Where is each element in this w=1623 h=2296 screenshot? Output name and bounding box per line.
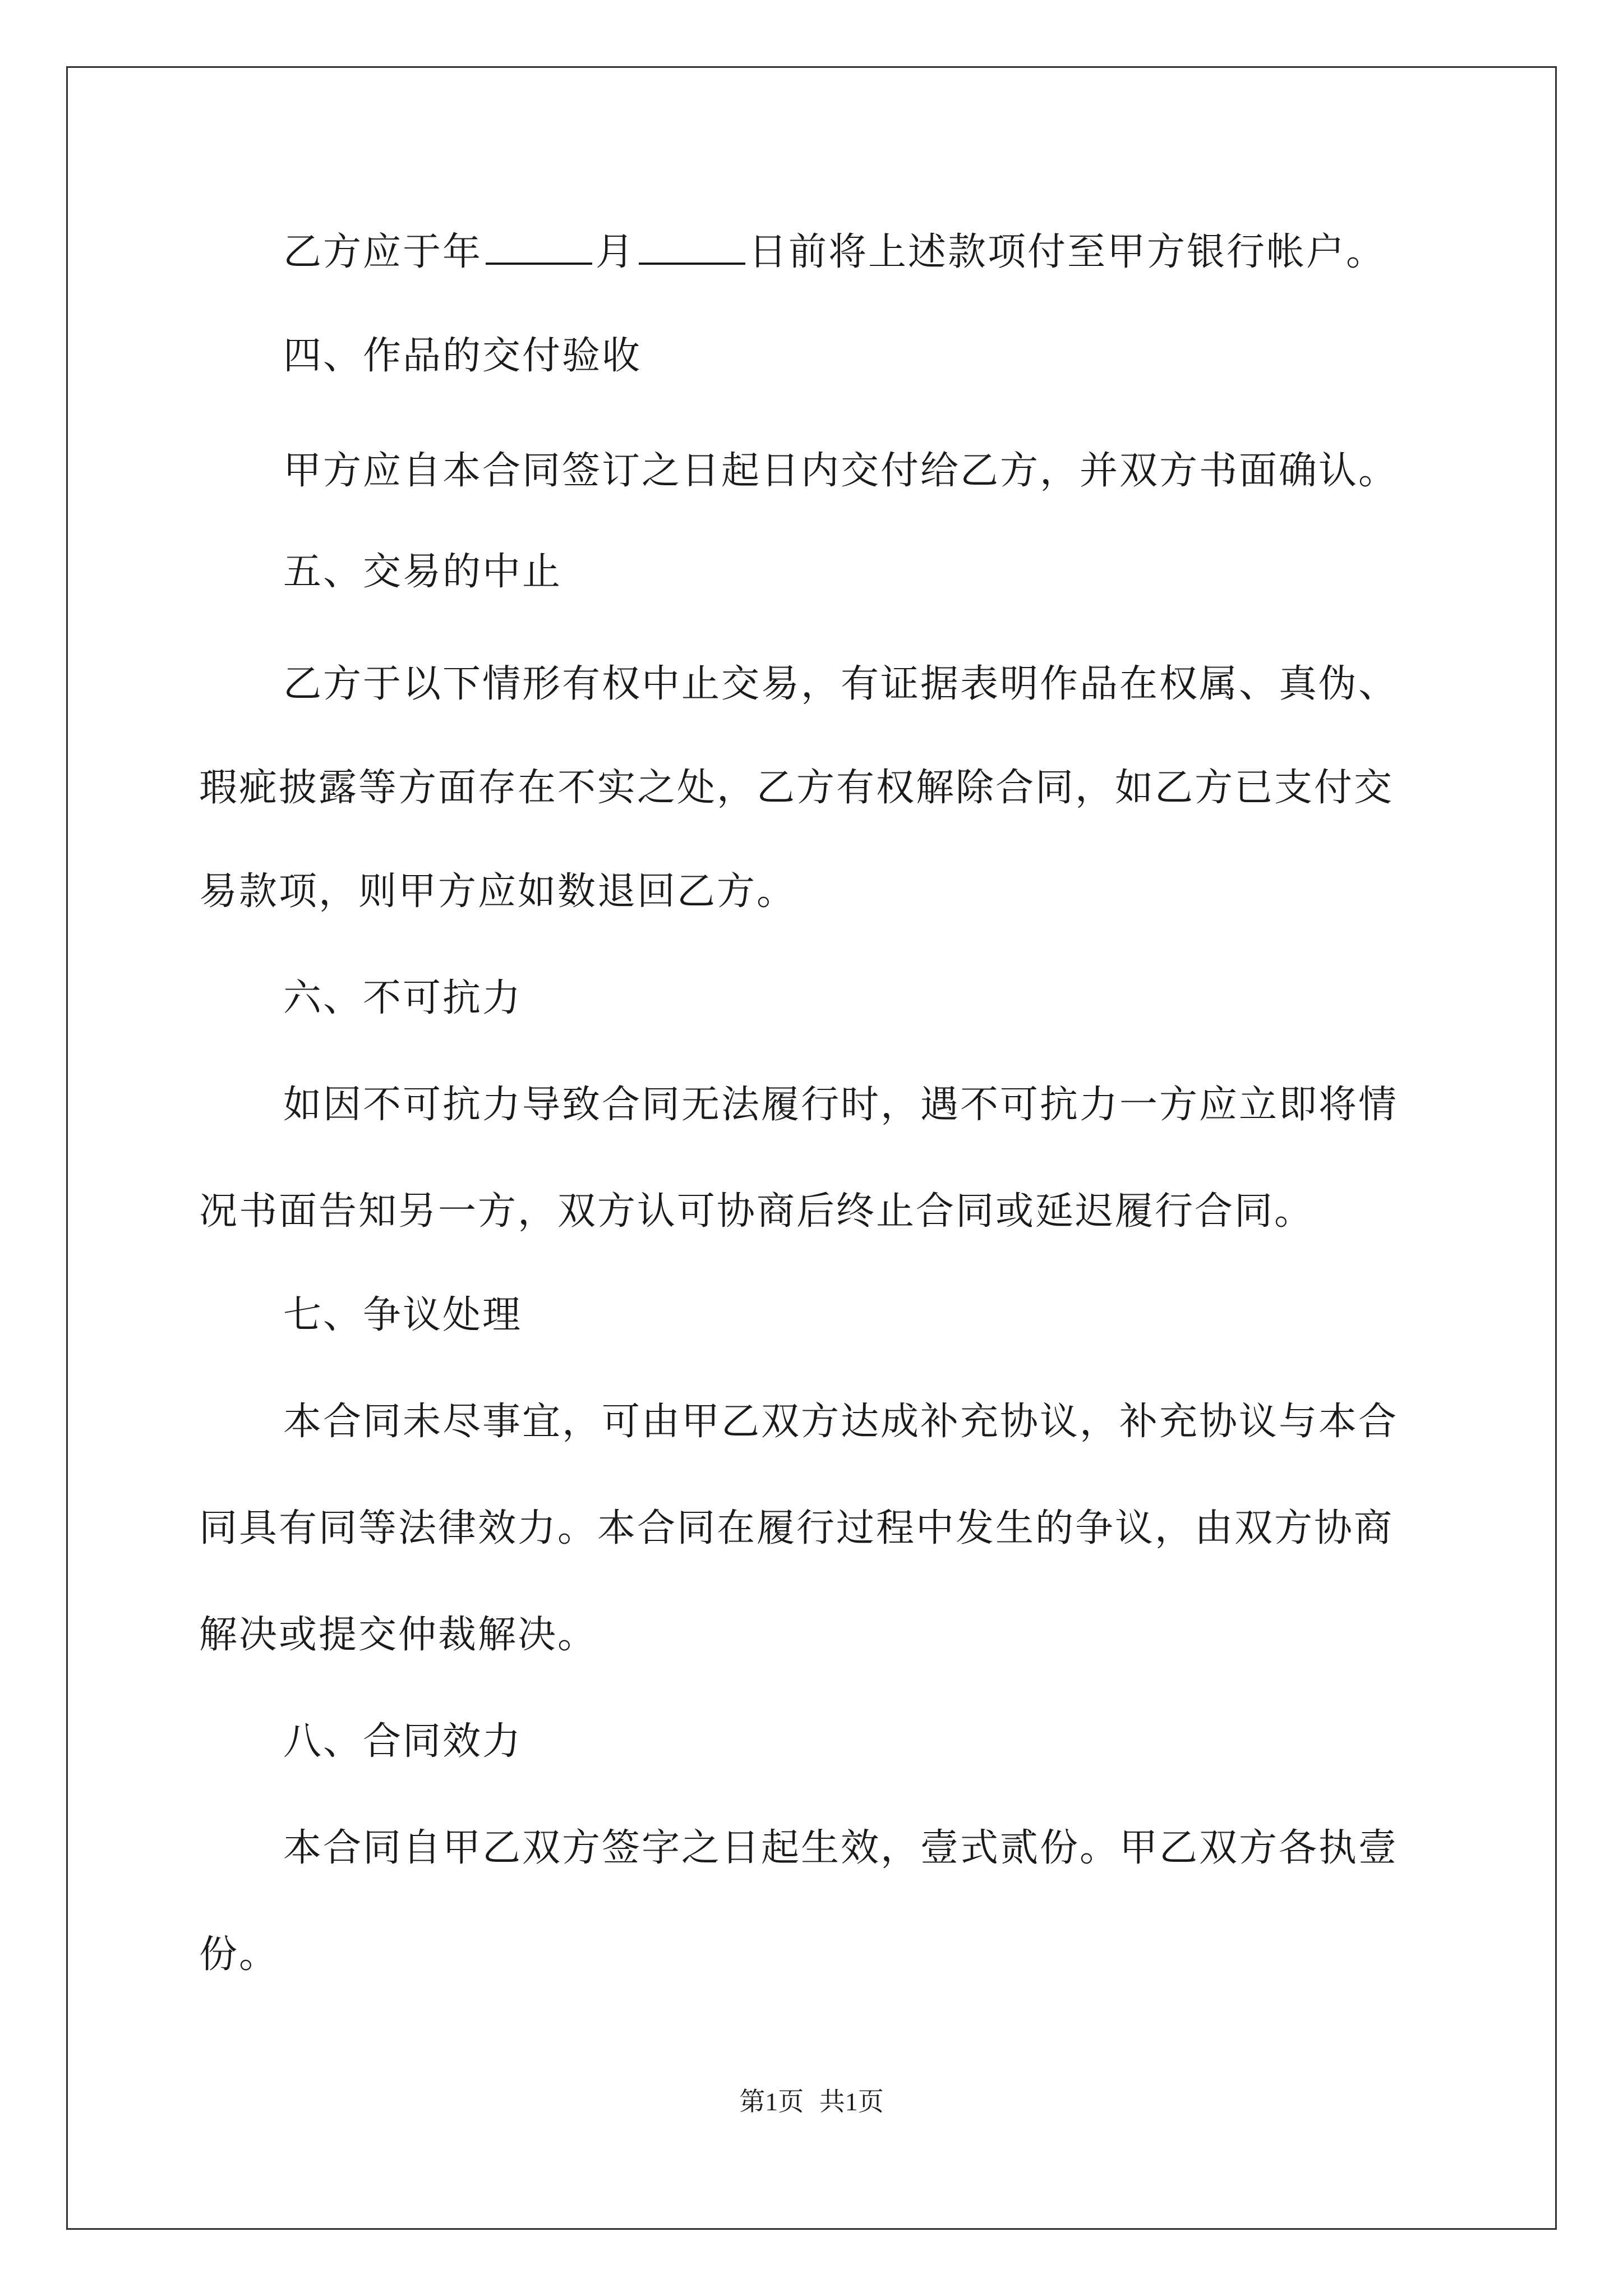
page-number: 第1页 bbox=[739, 2087, 804, 2116]
paragraph-line: 甲方应自本合同签订之日起日内交付给乙方，并双方书面确认。 bbox=[283, 449, 1399, 493]
paragraph-line: 易款项，则甲方应如数退回乙方。 bbox=[199, 869, 797, 914]
day-blank-field bbox=[639, 229, 745, 265]
paragraph-line: 同具有同等法律效力。本合同在履行过程中发生的争议，由双方协商 bbox=[199, 1506, 1394, 1550]
payment-deadline-line bbox=[199, 227, 1386, 278]
section-heading-validity: 八、合同效力 bbox=[283, 1719, 523, 1764]
month-blank-field bbox=[486, 229, 592, 265]
paragraph-line: 份。 bbox=[199, 1932, 279, 1977]
paragraph-line: 本合同未尽事宜，可由甲乙双方达成补充协议，补充协议与本合 bbox=[283, 1400, 1399, 1444]
page-border bbox=[66, 66, 1557, 2230]
text-segment: 乙方应于年 bbox=[283, 230, 483, 274]
paragraph-line: 本合同自甲乙双方签字之日起生效，壹式贰份。甲乙双方各执壹 bbox=[283, 1826, 1399, 1870]
text-segment: 日前将上述款项付至甲方银行帐户。 bbox=[749, 230, 1386, 274]
section-heading-suspension: 五、交易的中止 bbox=[283, 550, 562, 594]
paragraph-line: 乙方于以下情形有权中止交易，有证据表明作品在权属、真伪、 bbox=[283, 662, 1399, 706]
section-heading-force-majeure: 六、不可抗力 bbox=[283, 976, 523, 1020]
paragraph-line: 解决或提交仲裁解决。 bbox=[199, 1613, 598, 1657]
paragraph-line: 如因不可抗力导致合同无法履行时，遇不可抗力一方应立即将情 bbox=[283, 1083, 1399, 1127]
page-footer bbox=[0, 2085, 1623, 2119]
section-heading-delivery: 四、作品的交付验收 bbox=[283, 334, 642, 378]
section-heading-dispute: 七、争议处理 bbox=[283, 1293, 523, 1337]
paragraph-line: 况书面告知另一方，双方认可协商后终止合同或延迟履行合同。 bbox=[199, 1189, 1315, 1234]
text-segment: 月 bbox=[596, 230, 636, 274]
page-total: 共1页 bbox=[819, 2087, 884, 2116]
paragraph-line: 瑕疵披露等方面存在不实之处，乙方有权解除合同，如乙方已支付交 bbox=[199, 766, 1394, 810]
